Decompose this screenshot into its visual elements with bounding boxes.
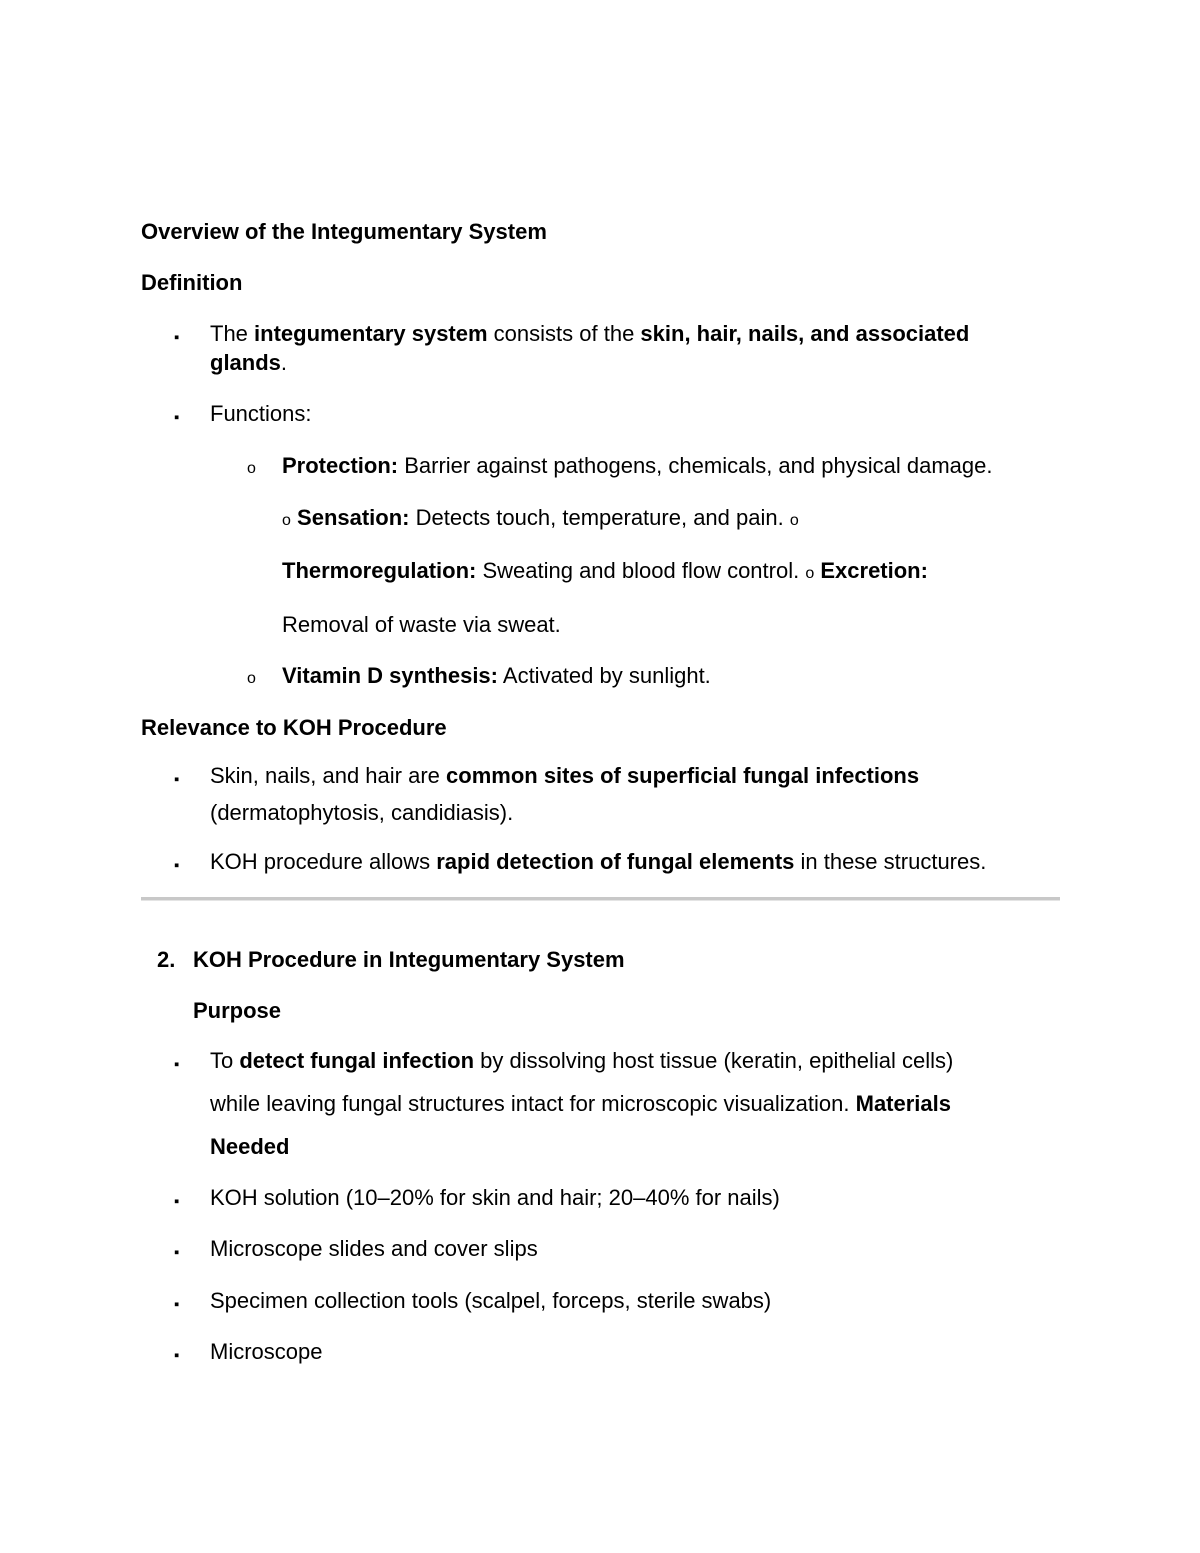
- bullet-marker: ▪: [174, 1193, 180, 1210]
- material-item: Specimen collection tools (scalpel, forceps, sterile swabs): [210, 1288, 772, 1313]
- bullet-marker: ▪: [174, 1056, 180, 1073]
- bullet-marker: ▪: [174, 329, 180, 346]
- bullet-marker: ▪: [174, 1347, 180, 1364]
- function-protection: Protection: Barrier against pathogens, chemicals, and physical damage.: [282, 453, 993, 478]
- sub-bullet-marker: o: [247, 460, 256, 477]
- bullet-marker: ▪: [174, 1244, 180, 1261]
- purpose-bullet-line2: while leaving fungal structures intact for microscopic visualization. Materials: [210, 1091, 952, 1116]
- function-thermoregulation: Thermoregulation: Sweating and blood flow control. o Excretion:: [282, 558, 928, 583]
- material-item: Microscope: [210, 1339, 323, 1364]
- horizontal-divider: [141, 897, 1060, 901]
- sub-bullet-marker: o: [247, 670, 256, 687]
- bullet-marker: ▪: [174, 1296, 180, 1313]
- section-title: Overview of the Integumentary System: [141, 219, 547, 244]
- relevance-bullet1-line1: Skin, nails, and hair are common sites of superficial fungal infections: [210, 763, 920, 788]
- relevance-heading: Relevance to KOH Procedure: [141, 715, 447, 740]
- bullet-marker: ▪: [174, 771, 180, 788]
- material-item: KOH solution (10–20% for skin and hair; 20–40% for nails): [210, 1185, 780, 1210]
- purpose-heading: Purpose: [193, 998, 282, 1023]
- materials-heading: Needed: [210, 1134, 290, 1159]
- section2-number: 2.: [157, 947, 176, 972]
- definition-heading: Definition: [141, 270, 243, 295]
- functions-label: Functions:: [210, 401, 312, 426]
- relevance-bullet1-line2: (dermatophytosis, candidiasis).: [210, 800, 514, 825]
- material-item: Microscope slides and cover slips: [210, 1236, 538, 1261]
- relevance-bullet2: KOH procedure allows rapid detection of fungal elements in these structures.: [210, 849, 987, 874]
- purpose-bullet-line1: To detect fungal infection by dissolving host tissue (keratin, epithelial cells): [210, 1048, 954, 1073]
- bullet-marker: ▪: [174, 857, 180, 874]
- definition-bullet-line2: glands.: [210, 350, 288, 375]
- section2-title: KOH Procedure in Integumentary System: [193, 947, 625, 972]
- function-excretion-text: Removal of waste via sweat.: [282, 612, 561, 637]
- definition-bullet-line1: The integumentary system consists of the skin, hair, nails, and associated: [210, 321, 970, 346]
- function-vitamin-d: Vitamin D synthesis: Activated by sunlight.: [282, 663, 711, 688]
- function-sensation: o Sensation: Detects touch, temperature, and pain. o: [282, 505, 799, 530]
- bullet-marker: ▪: [174, 409, 180, 426]
